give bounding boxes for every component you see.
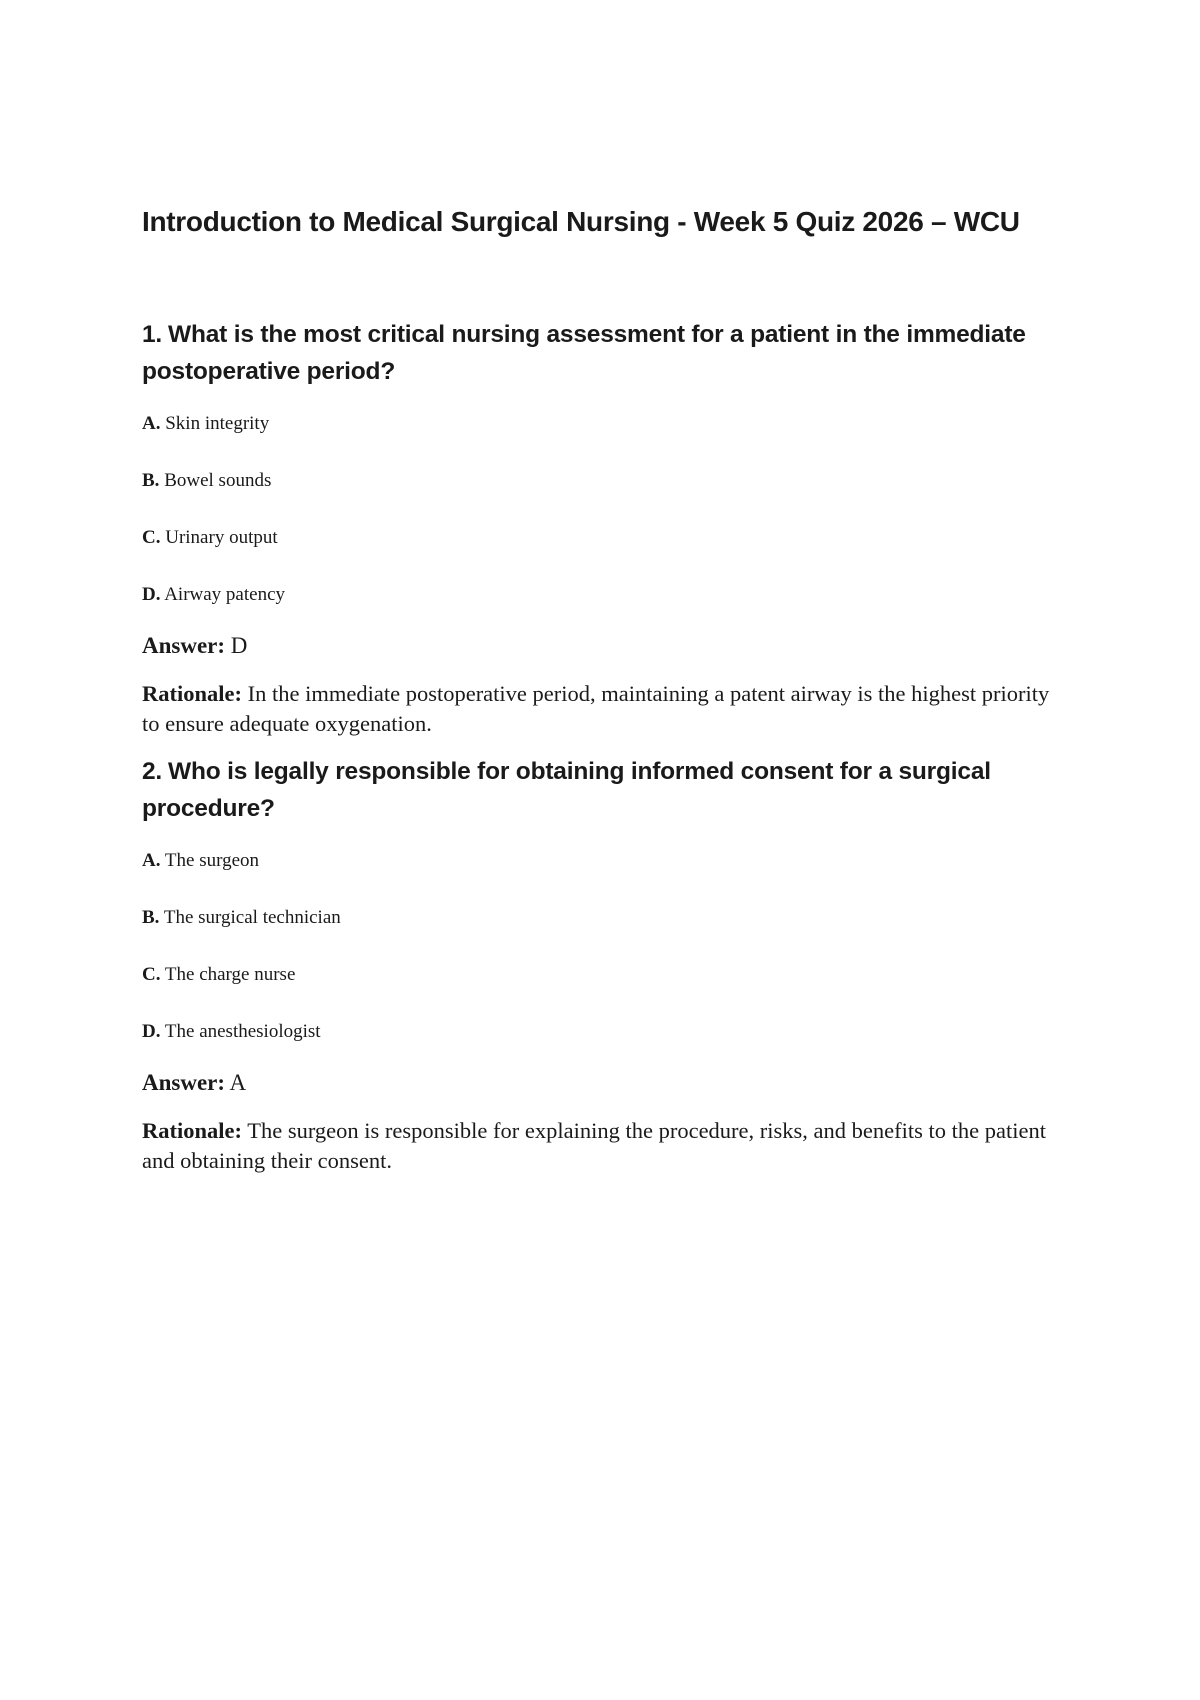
question-1-option-c (142, 526, 1062, 550)
question-2-option-c (142, 963, 1062, 987)
question-2-answer (142, 1068, 1062, 1098)
question-2-options (142, 849, 1062, 1044)
question-1-number: 1. (142, 321, 163, 348)
document-title: Introduction to Medical Surgical Nursing - Week 5 Quiz 2026 – WCU (142, 206, 1020, 237)
option-text: The surgeon (164, 850, 260, 871)
question-1-option-a (142, 412, 1062, 436)
question-1-options (142, 412, 1062, 607)
option-text: The charge nurse (164, 964, 296, 985)
answer-value: A (229, 1070, 247, 1095)
option-letter: B. (142, 470, 160, 491)
rationale-label: Rationale: (142, 1118, 242, 1143)
question-1-option-b (142, 469, 1062, 493)
question-1-rationale (142, 679, 1062, 739)
answer-label: Answer: (142, 1070, 226, 1095)
option-text: The surgical technician (163, 907, 341, 928)
option-letter: D. (142, 1021, 161, 1042)
question-1-answer (142, 631, 1062, 661)
question-2-option-a (142, 849, 1062, 873)
question-2-option-d (142, 1020, 1062, 1044)
document-page (142, 205, 1062, 1190)
option-text: Airway patency (164, 584, 285, 605)
option-letter: A. (142, 850, 161, 871)
option-letter: B. (142, 907, 160, 928)
question-2-option-b (142, 906, 1062, 930)
rationale-text: In the immediate postoperative period, maintaining a patent airway is the highest priority to ensure adequate oxygenation. (142, 681, 1050, 736)
question-block-2 (142, 753, 1062, 1176)
answer-value: D (230, 633, 248, 658)
question-block-1 (142, 316, 1062, 739)
question-1-text: What is the most critical nursing assessment for a patient in the immediate postoperative period? (142, 321, 1026, 385)
rationale-label: Rationale: (142, 681, 242, 706)
option-text: The anesthesiologist (164, 1021, 321, 1042)
option-letter: A. (142, 413, 161, 434)
option-letter: C. (142, 527, 161, 548)
question-2-text: Who is legally responsible for obtaining informed consent for a surgical procedure? (142, 758, 991, 822)
question-1-option-d (142, 583, 1062, 607)
rationale-text: The surgeon is responsible for explaining the procedure, risks, and benefits to the patient and obtaining their consent. (142, 1118, 1046, 1173)
question-2-heading (142, 753, 1062, 827)
option-text: Skin integrity (165, 413, 270, 434)
question-2-number: 2. (142, 758, 163, 785)
option-letter: C. (142, 964, 161, 985)
option-letter: D. (142, 584, 161, 605)
option-text: Urinary output (165, 527, 278, 548)
answer-label: Answer: (142, 633, 226, 658)
question-2-rationale (142, 1116, 1062, 1176)
option-text: Bowel sounds (164, 470, 272, 491)
question-1-heading (142, 316, 1062, 390)
